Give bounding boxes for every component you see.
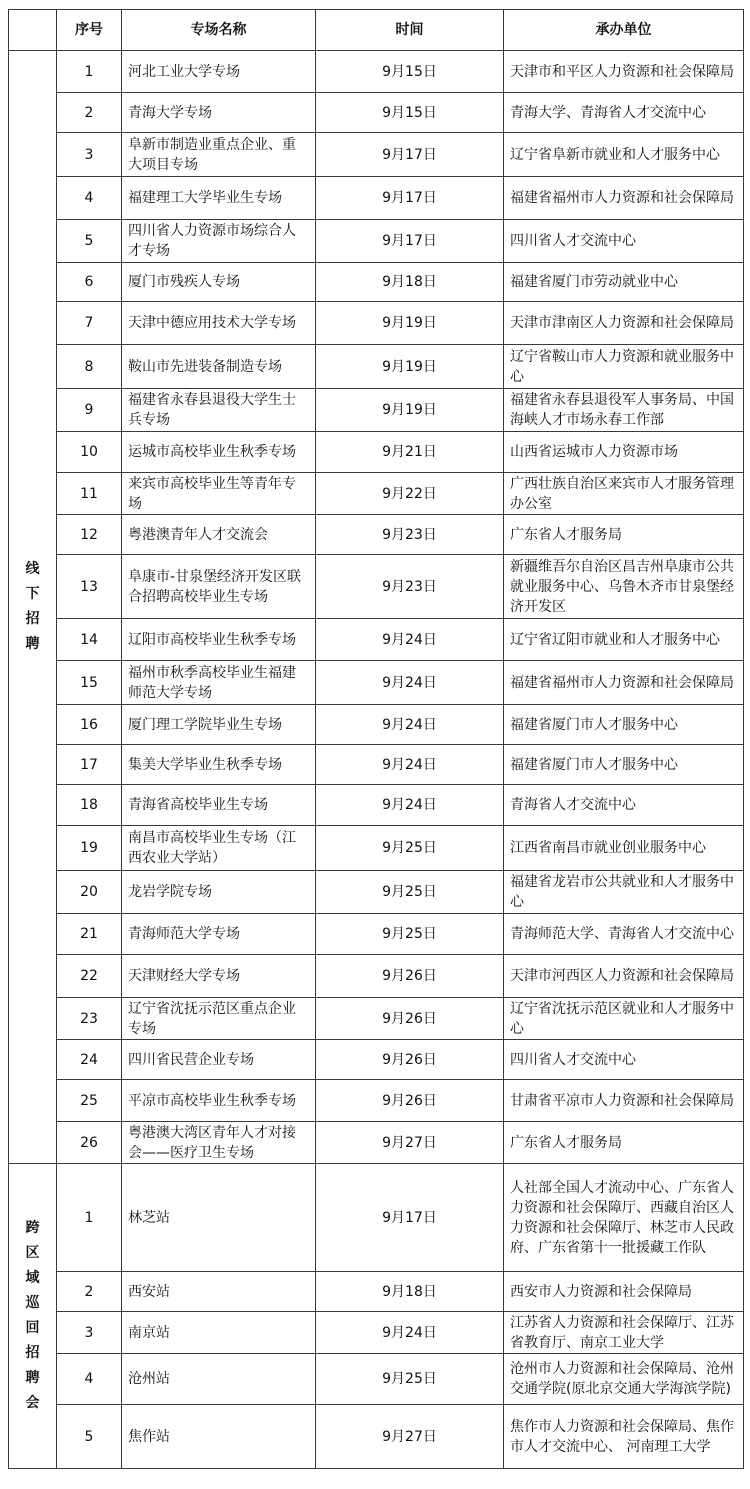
organizer-cell: 福建省厦门市劳动就业中心 [504,263,744,302]
event-name-cell: 南京站 [122,1312,316,1354]
number-cell: 2 [57,1272,122,1312]
organizer-cell: 新疆维吾尔自治区昌吉州阜康市公共就业服务中心、乌鲁木齐市甘泉堡经济开发区 [504,555,744,619]
table-row [9,619,744,661]
event-name-cell: 集美大学毕业生秋季专场 [122,745,316,785]
organizer-cell: 辽宁省沈抚示范区就业和人才服务中心 [504,998,744,1040]
date-cell: 9月26日 [316,955,504,998]
table-row [9,745,744,785]
category-label: 跨区域巡回招聘会 [25,1220,40,1411]
table-row [9,220,744,263]
table-row [9,93,744,133]
table-header [9,10,744,51]
number-cell: 7 [57,302,122,345]
event-name-cell: 厦门市残疾人专场 [122,263,316,302]
event-name-cell: 厦门理工学院毕业生专场 [122,705,316,745]
number-cell: 18 [57,785,122,826]
organizer-cell: 辽宁省鞍山市人力资源和就业服务中心 [504,345,744,389]
date-cell: 9月26日 [316,1080,504,1122]
event-name-cell: 焦作站 [122,1405,316,1469]
date-cell: 9月24日 [316,661,504,705]
header-date: 时间 [316,10,504,51]
event-name-cell: 天津财经大学专场 [122,955,316,998]
organizer-cell: 福建省龙岩市公共就业和人才服务中心 [504,871,744,914]
table-row [9,785,744,826]
number-cell: 5 [57,220,122,263]
event-name-cell: 福州市秋季高校毕业生福建师范大学专场 [122,661,316,705]
event-name-cell: 四川省民营企业专场 [122,1040,316,1080]
organizer-cell: 广西壮族自治区来宾市人才服务管理办公室 [504,473,744,515]
number-cell: 5 [57,1405,122,1469]
organizer-cell: 甘肃省平凉市人力资源和社会保障局 [504,1080,744,1122]
number-cell: 2 [57,93,122,133]
number-cell: 8 [57,345,122,389]
date-cell: 9月22日 [316,473,504,515]
event-name-cell: 西安站 [122,1272,316,1312]
organizer-cell: 人社部全国人才流动中心、广东省人力资源和社会保障厅、西藏自治区人力资源和社会保障厅、林芝市人民政府、广东省第十一批援藏工作队 [504,1164,744,1272]
organizer-cell: 江西省南昌市就业创业服务中心 [504,826,744,871]
event-name-cell: 四川省人力资源市场综合人才专场 [122,220,316,263]
date-cell: 9月17日 [316,220,504,263]
table-row [9,263,744,302]
organizer-cell: 青海大学、青海省人才交流中心 [504,93,744,133]
number-cell: 9 [57,389,122,432]
organizer-cell: 山西省运城市人力资源市场 [504,432,744,473]
date-cell: 9月24日 [316,619,504,661]
table-row [9,473,744,515]
date-cell: 9月21日 [316,432,504,473]
date-cell: 9月25日 [316,826,504,871]
organizer-cell: 福建省厦门市人才服务中心 [504,745,744,785]
event-name-cell: 龙岩学院专场 [122,871,316,914]
event-name-cell: 南昌市高校毕业生专场（江西农业大学站） [122,826,316,871]
organizer-cell: 福建省福州市人力资源和社会保障局 [504,661,744,705]
header-category [9,10,57,51]
number-cell: 20 [57,871,122,914]
event-name-cell: 河北工业大学专场 [122,51,316,93]
table-row [9,345,744,389]
recruitment-schedule-table [8,9,744,1469]
event-name-cell: 福建理工大学毕业生专场 [122,177,316,220]
organizer-cell: 西安市人力资源和社会保障局 [504,1272,744,1312]
number-cell: 10 [57,432,122,473]
organizer-cell: 天津市和平区人力资源和社会保障局 [504,51,744,93]
table-row [9,1312,744,1354]
date-cell: 9月15日 [316,51,504,93]
table-row [9,389,744,432]
date-cell: 9月25日 [316,914,504,955]
table-row [9,661,744,705]
date-cell: 9月25日 [316,871,504,914]
number-cell: 3 [57,133,122,177]
header-row [9,10,744,51]
date-cell: 9月27日 [316,1122,504,1164]
table-row [9,302,744,345]
number-cell: 6 [57,263,122,302]
header-event-name: 专场名称 [122,10,316,51]
date-cell: 9月26日 [316,1040,504,1080]
number-cell: 1 [57,51,122,93]
organizer-cell: 福建省福州市人力资源和社会保障局 [504,177,744,220]
organizer-cell: 福建省厦门市人才服务中心 [504,705,744,745]
organizer-cell: 四川省人才交流中心 [504,1040,744,1080]
category-label: 线下招聘 [25,561,40,652]
organizer-cell: 广东省人才服务局 [504,1122,744,1164]
number-cell: 16 [57,705,122,745]
event-name-cell: 青海师范大学专场 [122,914,316,955]
number-cell: 3 [57,1312,122,1354]
date-cell: 9月23日 [316,515,504,555]
date-cell: 9月25日 [316,1354,504,1405]
number-cell: 11 [57,473,122,515]
organizer-cell: 福建省永春县退役军人事务局、中国海峡人才市场永春工作部 [504,389,744,432]
organizer-cell: 天津市河西区人力资源和社会保障局 [504,955,744,998]
event-name-cell: 福建省永春县退役大学生士兵专场 [122,389,316,432]
table-row [9,515,744,555]
date-cell: 9月18日 [316,263,504,302]
event-name-cell: 鞍山市先进装备制造专场 [122,345,316,389]
table-row [9,133,744,177]
event-name-cell: 青海大学专场 [122,93,316,133]
number-cell: 21 [57,914,122,955]
date-cell: 9月17日 [316,1164,504,1272]
category-cell [9,51,57,1164]
number-cell: 23 [57,998,122,1040]
organizer-cell: 天津市津南区人力资源和社会保障局 [504,302,744,345]
number-cell: 19 [57,826,122,871]
event-name-cell: 沧州站 [122,1354,316,1405]
organizer-cell: 辽宁省辽阳市就业和人才服务中心 [504,619,744,661]
table-row [9,1040,744,1080]
date-cell: 9月15日 [316,93,504,133]
date-cell: 9月24日 [316,745,504,785]
date-cell: 9月27日 [316,1405,504,1469]
table-row [9,1122,744,1164]
table-body [9,51,744,1469]
table-row [9,555,744,619]
table-row [9,871,744,914]
event-name-cell: 粤港澳青年人才交流会 [122,515,316,555]
category-cell [9,1164,57,1469]
date-cell: 9月26日 [316,998,504,1040]
organizer-cell: 焦作市人力资源和社会保障局、焦作市人才交流中心、 河南理工大学 [504,1405,744,1469]
event-name-cell: 天津中德应用技术大学专场 [122,302,316,345]
table-row [9,1164,744,1272]
date-cell: 9月18日 [316,1272,504,1312]
organizer-cell: 辽宁省阜新市就业和人才服务中心 [504,133,744,177]
table-row [9,1080,744,1122]
date-cell: 9月24日 [316,1312,504,1354]
table-row [9,177,744,220]
date-cell: 9月17日 [316,177,504,220]
number-cell: 12 [57,515,122,555]
event-name-cell: 运城市高校毕业生秋季专场 [122,432,316,473]
table-row [9,1405,744,1469]
table-row [9,1272,744,1312]
organizer-cell: 江苏省人力资源和社会保障厅、江苏省教育厅、南京工业大学 [504,1312,744,1354]
number-cell: 25 [57,1080,122,1122]
event-name-cell: 林芝站 [122,1164,316,1272]
event-name-cell: 辽宁省沈抚示范区重点企业专场 [122,998,316,1040]
table-row [9,51,744,93]
event-name-cell: 来宾市高校毕业生等青年专场 [122,473,316,515]
date-cell: 9月19日 [316,345,504,389]
organizer-cell: 青海省人才交流中心 [504,785,744,826]
header-number: 序号 [57,10,122,51]
table-row [9,955,744,998]
date-cell: 9月17日 [316,133,504,177]
number-cell: 24 [57,1040,122,1080]
date-cell: 9月23日 [316,555,504,619]
table-row [9,1354,744,1405]
table-row [9,432,744,473]
event-name-cell: 青海省高校毕业生专场 [122,785,316,826]
table-row [9,705,744,745]
number-cell: 4 [57,177,122,220]
number-cell: 26 [57,1122,122,1164]
table-row [9,914,744,955]
number-cell: 14 [57,619,122,661]
table-row [9,826,744,871]
number-cell: 17 [57,745,122,785]
event-name-cell: 平凉市高校毕业生秋季专场 [122,1080,316,1122]
organizer-cell: 广东省人才服务局 [504,515,744,555]
event-name-cell: 阜新市制造业重点企业、重大项目专场 [122,133,316,177]
event-name-cell: 阜康市-甘泉堡经济开发区联合招聘高校毕业生专场 [122,555,316,619]
header-organizer: 承办单位 [504,10,744,51]
event-name-cell: 粤港澳大湾区青年人才对接会——医疗卫生专场 [122,1122,316,1164]
organizer-cell: 四川省人才交流中心 [504,220,744,263]
number-cell: 1 [57,1164,122,1272]
date-cell: 9月19日 [316,389,504,432]
number-cell: 13 [57,555,122,619]
date-cell: 9月19日 [316,302,504,345]
number-cell: 22 [57,955,122,998]
date-cell: 9月24日 [316,705,504,745]
organizer-cell: 青海师范大学、青海省人才交流中心 [504,914,744,955]
number-cell: 15 [57,661,122,705]
date-cell: 9月24日 [316,785,504,826]
number-cell: 4 [57,1354,122,1405]
event-name-cell: 辽阳市高校毕业生秋季专场 [122,619,316,661]
table-row [9,998,744,1040]
organizer-cell: 沧州市人力资源和社会保障局、沧州交通学院(原北京交通大学海滨学院) [504,1354,744,1405]
